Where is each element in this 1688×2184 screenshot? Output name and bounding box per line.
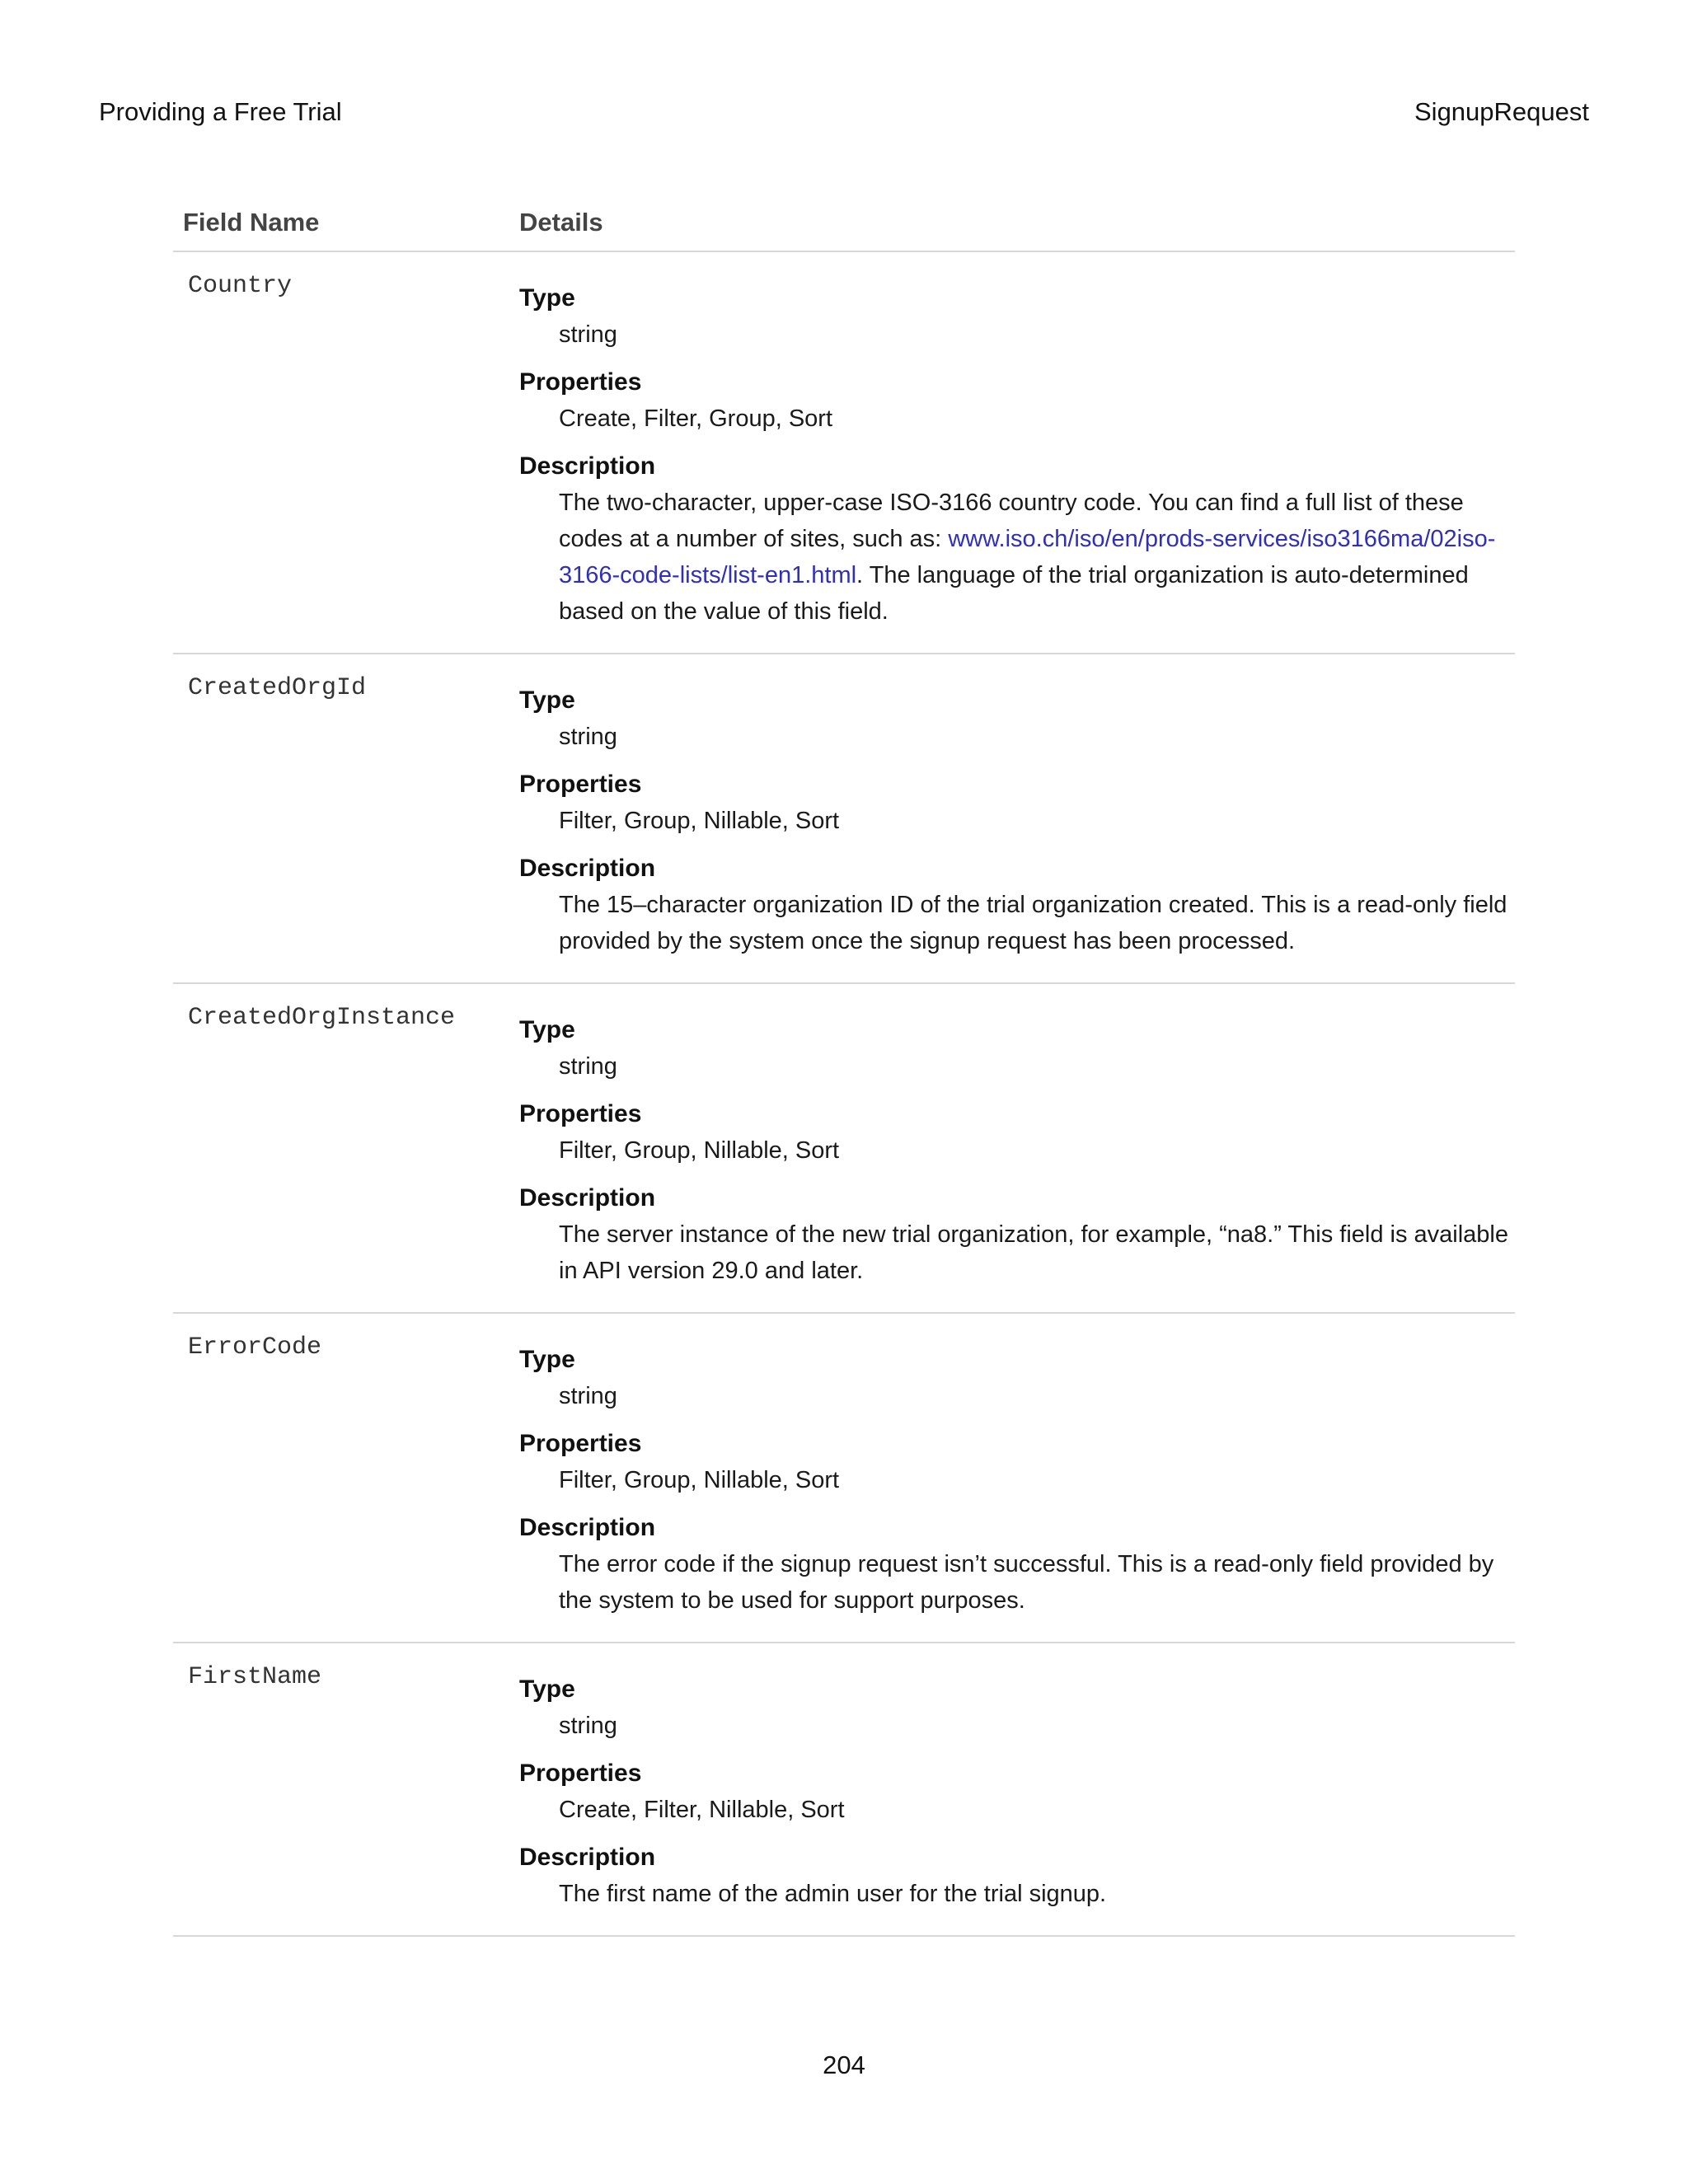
properties-label: Properties — [519, 1760, 642, 1787]
table-header — [173, 208, 1515, 252]
type-label: Type — [519, 284, 575, 312]
page-number: 204 — [823, 2050, 865, 2079]
table-row — [173, 984, 1515, 1314]
properties-value: Create, Filter, Nillable, Sort — [559, 1797, 845, 1823]
table-row — [173, 252, 1515, 654]
table-row — [173, 654, 1515, 984]
type-label: Type — [519, 687, 575, 714]
field-table — [173, 208, 1515, 1937]
field-name: FirstName — [188, 1663, 322, 1691]
table-row — [173, 1314, 1515, 1643]
type-label: Type — [519, 1016, 575, 1043]
description-text-end: . The language of the trial organization is auto-determined based on the value of this field. — [559, 562, 1469, 625]
type-label: Type — [519, 1346, 575, 1373]
field-name: CreatedOrgId — [188, 674, 367, 702]
properties-label: Properties — [519, 1430, 642, 1457]
description-value: The server instance of the new trial organization, for example, “na8.” This field is available in API version 29.0 and later. — [559, 1221, 1508, 1284]
field-details — [519, 1332, 1515, 1619]
description-value: The error code if the signup request isn’t successful. This is a read-only field provided by the system to be used for support purposes. — [559, 1551, 1494, 1614]
properties-value: Filter, Group, Nillable, Sort — [559, 1467, 840, 1493]
field-name: CreatedOrgInstance — [188, 1004, 456, 1032]
type-value: string — [559, 1713, 617, 1739]
description-label: Description — [519, 452, 656, 480]
column-header-field-name: Field Name — [183, 208, 320, 237]
description-label: Description — [519, 1514, 656, 1541]
properties-value: Filter, Group, Nillable, Sort — [559, 808, 840, 834]
properties-label: Properties — [519, 1100, 642, 1127]
description-text-start: The two-character, upper-case ISO-3166 country code. You can find a full list of these codes at a number of sites, such as: — [559, 490, 1464, 552]
field-name: Country — [188, 272, 293, 300]
description-value: The first name of the admin user for the trial signup. — [559, 1881, 1107, 1907]
field-details — [519, 673, 1515, 959]
chapter-title: Providing a Free Trial — [99, 97, 342, 126]
field-details — [519, 270, 1515, 630]
description-value: The 15–character organization ID of the trial organization created. This is a read-only field provided by the system once the signup request has been processed. — [559, 892, 1507, 954]
type-value: string — [559, 724, 617, 750]
type-value: string — [559, 1383, 617, 1409]
column-header-details: Details — [519, 208, 603, 237]
iso-code-list-link[interactable]: www.iso.ch/iso/en/prods-services/iso3166ma/02iso-3166-code-lists/list-en1.html — [559, 526, 1496, 588]
running-header — [99, 97, 1589, 134]
description-value — [519, 485, 1515, 630]
type-label: Type — [519, 1675, 575, 1703]
properties-label: Properties — [519, 368, 642, 396]
table-row — [173, 1643, 1515, 1937]
description-label: Description — [519, 1184, 656, 1212]
properties-value: Create, Filter, Group, Sort — [559, 405, 833, 432]
type-value: string — [559, 321, 617, 348]
description-label: Description — [519, 855, 656, 882]
description-label: Description — [519, 1844, 656, 1871]
type-value: string — [559, 1053, 617, 1080]
properties-value: Filter, Group, Nillable, Sort — [559, 1137, 840, 1164]
field-details — [519, 1661, 1515, 1912]
section-title: SignupRequest — [1414, 97, 1589, 126]
field-name: ErrorCode — [188, 1333, 322, 1361]
field-details — [519, 1002, 1515, 1289]
properties-label: Properties — [519, 771, 642, 798]
